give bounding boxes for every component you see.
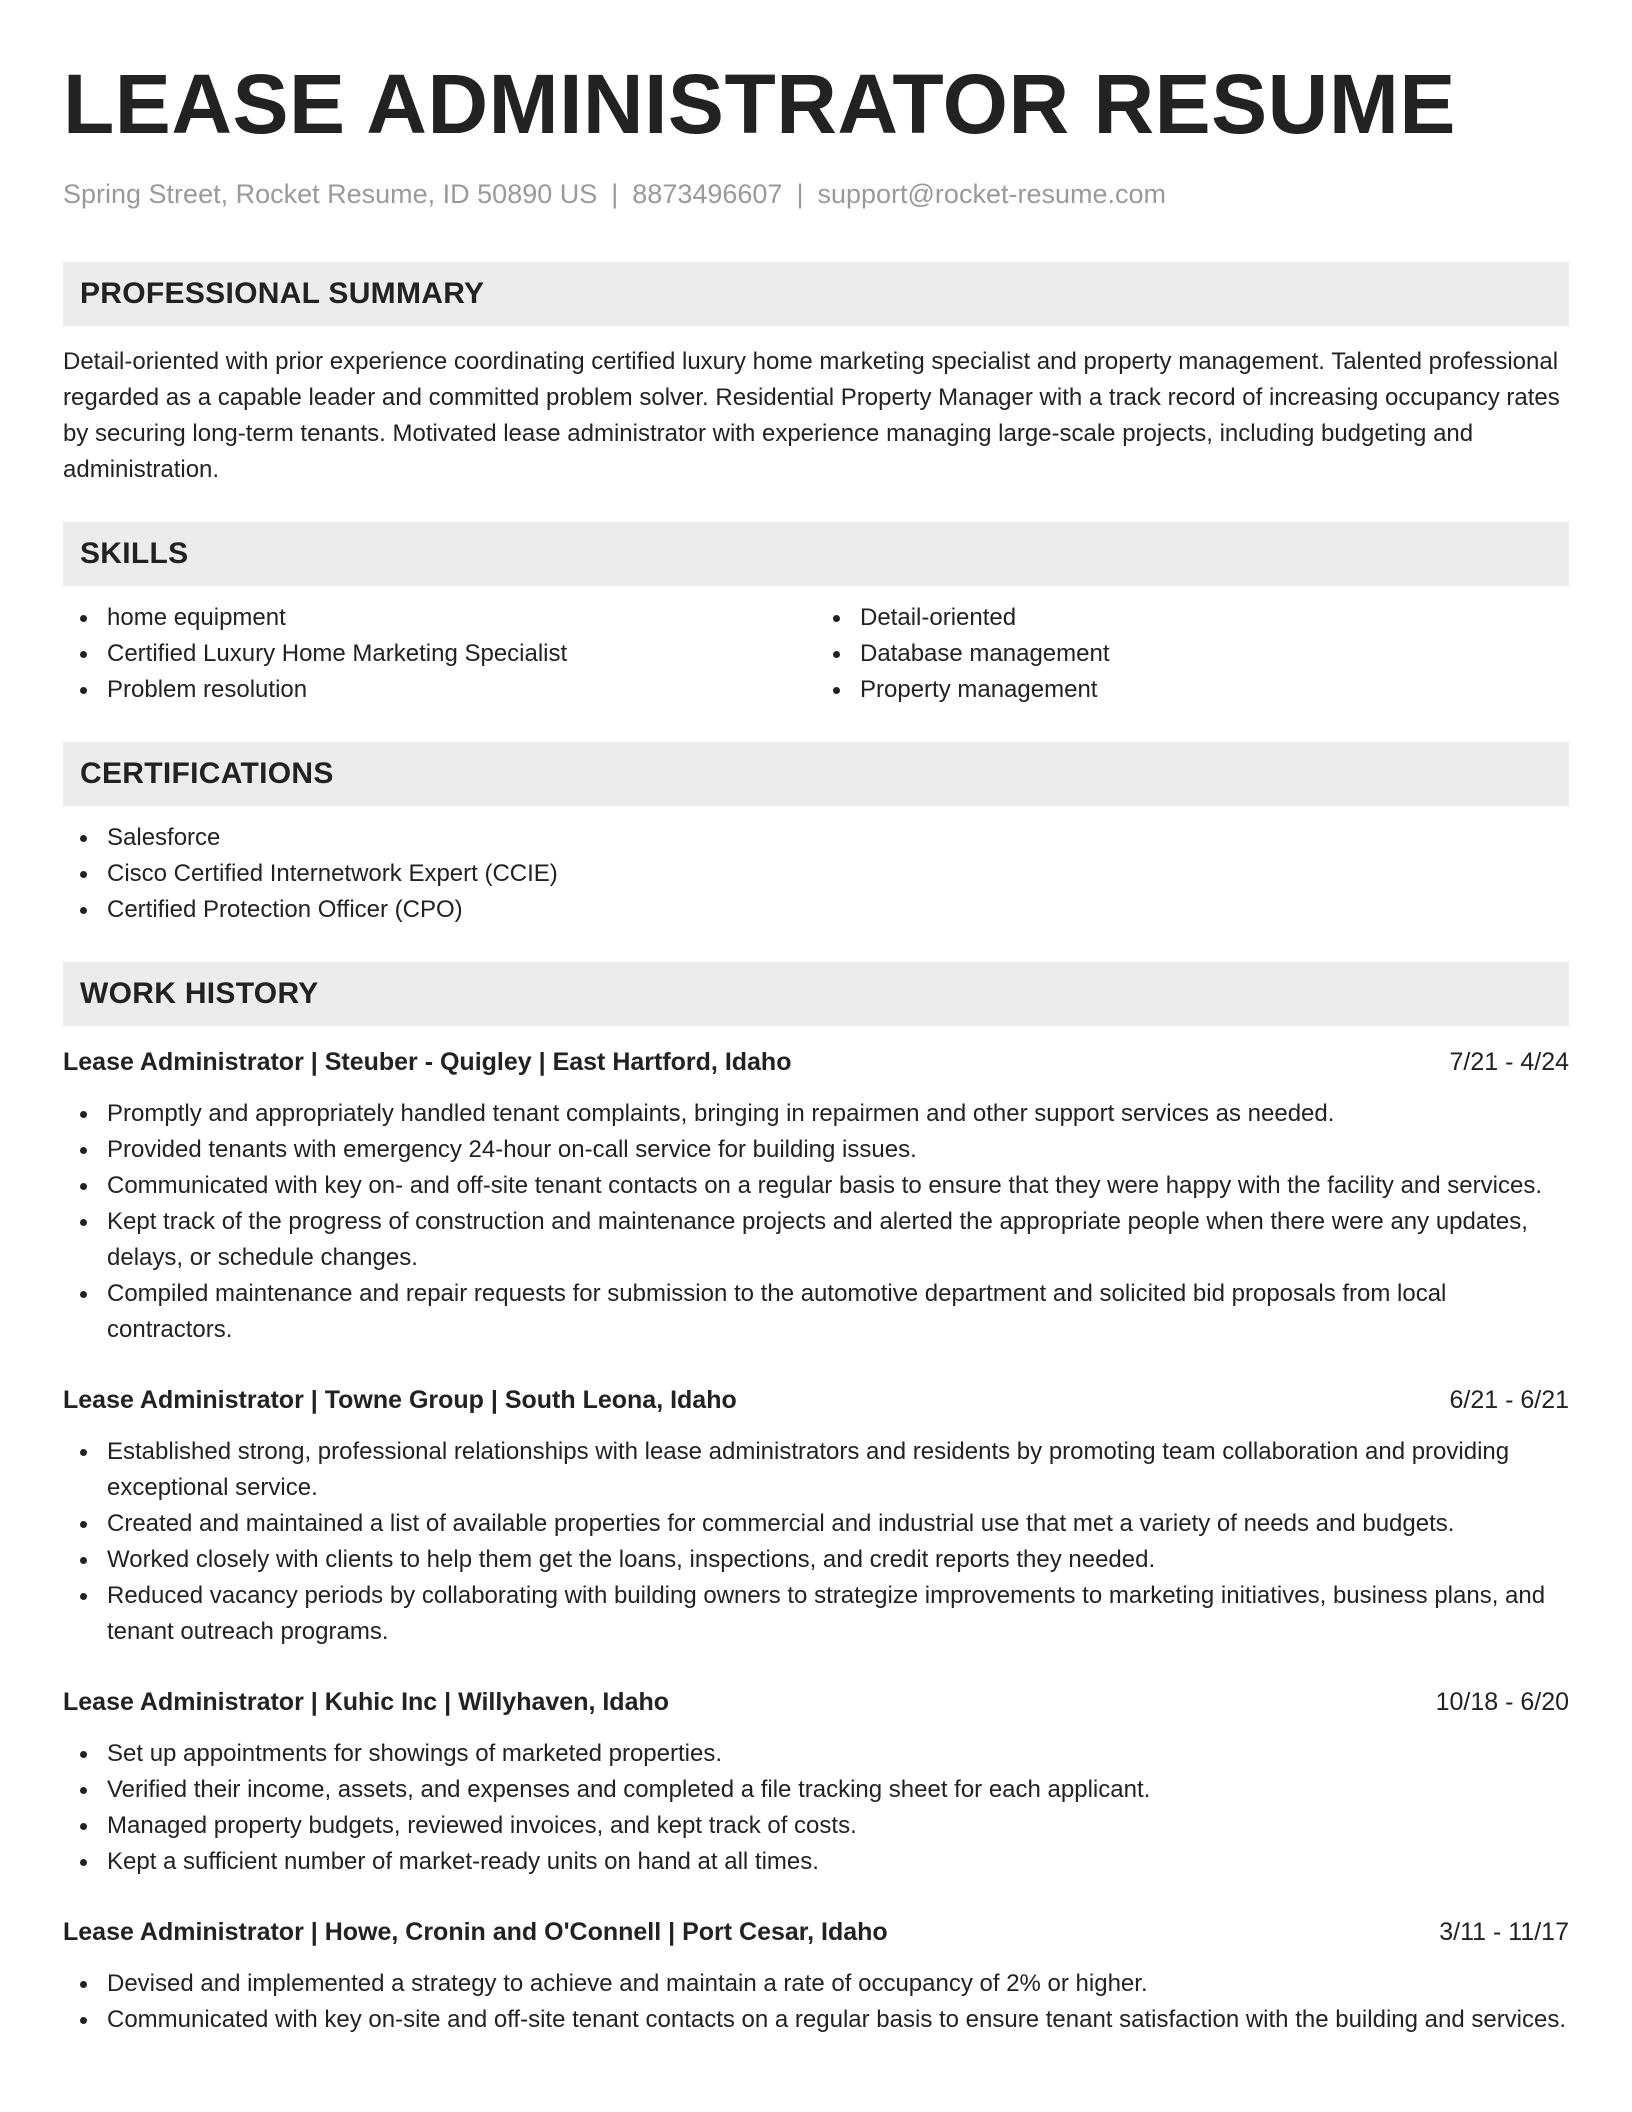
job-bullet: Kept track of the progress of construction and maintenance projects and alerted the appropriate people when there were any updates, delays, or schedule changes. (63, 1204, 1569, 1276)
section-heading-summary: PROFESSIONAL SUMMARY (63, 262, 1569, 326)
job-header (63, 1382, 1569, 1418)
contact-separator: | (611, 179, 619, 209)
job-bullet: Reduced vacancy periods by collaborating with building owners to strategize improvements to marketing initiatives, business plans, and tenant outreach programs. (63, 1578, 1569, 1650)
job-bullet: Verified their income, assets, and expenses and completed a file tracking sheet for each applicant. (63, 1772, 1569, 1808)
certification-item: Certified Protection Officer (CPO) (63, 892, 1569, 928)
job-title: Lease Administrator | Towne Group | South Leona, Idaho (63, 1386, 737, 1414)
job-entry (63, 1382, 1569, 1650)
job-bullet: Promptly and appropriately handled tenant complaints, bringing in repairmen and other support services as needed. (63, 1096, 1569, 1132)
job-bullet: Worked closely with clients to help them get the loans, inspections, and credit reports they needed. (63, 1542, 1569, 1578)
skill-item: Detail-oriented (816, 600, 1569, 636)
summary-text: Detail-oriented with prior experience coordinating certified luxury home marketing specialist and property management. Talented professional regarded as a capable leader and committed problem solver. Residential Property Manager with a track record of increasing occupancy rates by securing long-term tenants. Motivated lease administrator with experience managing large-scale projects, including budgeting and administration. (63, 348, 1560, 483)
job-bullets (63, 1966, 1569, 2038)
certification-item: Salesforce (63, 820, 1569, 856)
job-bullet: Established strong, professional relationships with lease administrators and residents by promoting team collaboration and providing exceptional service. (63, 1434, 1569, 1506)
contact-email: support@rocket-resume.com (817, 179, 1166, 209)
job-entry (63, 1914, 1569, 2038)
job-bullets (63, 1736, 1569, 1880)
skills-column-right (816, 600, 1569, 708)
job-bullet: Kept a sufficient number of market-ready units on hand at all times. (63, 1844, 1569, 1880)
skill-item: Certified Luxury Home Marketing Specialist (63, 636, 816, 672)
job-bullets (63, 1096, 1569, 1348)
contact-phone: 8873496607 (632, 179, 783, 209)
skills-column-left (63, 600, 816, 708)
job-bullet: Provided tenants with emergency 24-hour on-call service for building issues. (63, 1132, 1569, 1168)
contact-separator: | (796, 179, 804, 209)
certifications-list (63, 820, 1569, 928)
section-heading-certifications: CERTIFICATIONS (63, 742, 1569, 806)
resume-title: LEASE ADMINISTRATOR RESUME (63, 57, 1456, 151)
job-title: Lease Administrator | Howe, Cronin and O'Connell | Port Cesar, Idaho (63, 1918, 888, 1946)
job-title: Lease Administrator | Kuhic Inc | Willyhaven, Idaho (63, 1688, 670, 1716)
job-bullet: Created and maintained a list of available properties for commercial and industrial use that met a variety of needs and budgets. (63, 1506, 1569, 1542)
job-entry (63, 1044, 1569, 1348)
job-bullet: Devised and implemented a strategy to achieve and maintain a rate of occupancy of 2% or higher. (63, 1966, 1569, 2002)
job-dates: 6/21 - 6/21 (1449, 1386, 1569, 1414)
skills-list (63, 586, 1569, 708)
job-bullet: Managed property budgets, reviewed invoices, and kept track of costs. (63, 1808, 1569, 1844)
certification-item: Cisco Certified Internetwork Expert (CCIE) (63, 856, 1569, 892)
contact-address: Spring Street, Rocket Resume, ID 50890 US (63, 179, 598, 209)
contact-line (63, 176, 1569, 212)
job-dates: 10/18 - 6/20 (1435, 1688, 1569, 1716)
job-dates: 3/11 - 11/17 (1439, 1918, 1569, 1946)
skill-item: Property management (816, 672, 1569, 708)
job-bullet: Communicated with key on- and off-site tenant contacts on a regular basis to ensure that they were happy with the facility and services. (63, 1168, 1569, 1204)
job-header (63, 1914, 1569, 1950)
job-header (63, 1684, 1569, 1720)
job-dates: 7/21 - 4/24 (1449, 1048, 1569, 1076)
skill-item: Database management (816, 636, 1569, 672)
skill-item: Problem resolution (63, 672, 816, 708)
job-bullet: Compiled maintenance and repair requests for submission to the automotive department and solicited bid proposals from local contractors. (63, 1276, 1569, 1348)
job-entry (63, 1684, 1569, 1880)
skill-item: home equipment (63, 600, 816, 636)
section-heading-skills: SKILLS (63, 522, 1569, 586)
job-title: Lease Administrator | Steuber - Quigley | East Hartford, Idaho (63, 1048, 792, 1076)
job-header (63, 1044, 1569, 1080)
section-heading-work-history: WORK HISTORY (63, 962, 1569, 1026)
job-bullet: Communicated with key on-site and off-site tenant contacts on a regular basis to ensure tenant satisfaction with the building and services. (63, 2002, 1569, 2038)
job-bullet: Set up appointments for showings of marketed properties. (63, 1736, 1569, 1772)
job-bullets (63, 1434, 1569, 1650)
